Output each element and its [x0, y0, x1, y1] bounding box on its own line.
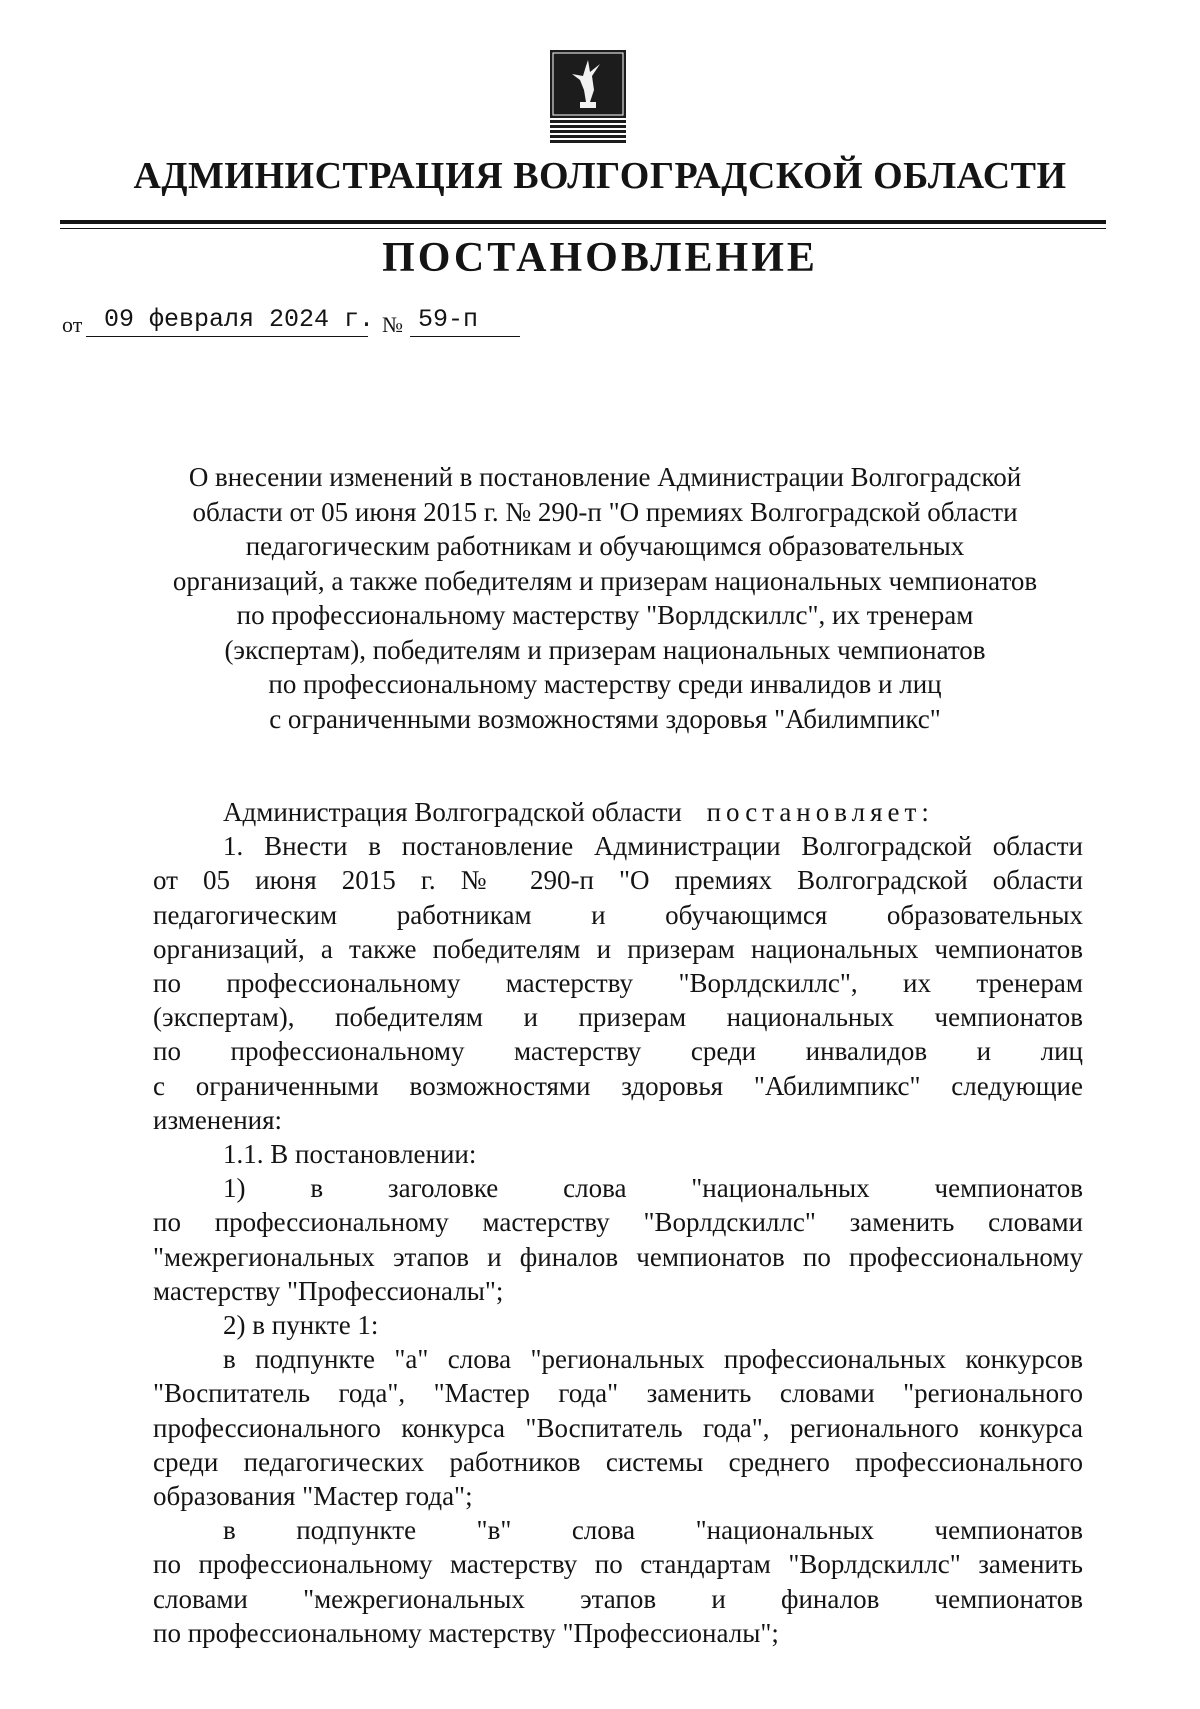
body-line: профессионального конкурса "Воспитатель года", регионального конкурса — [153, 1412, 1083, 1443]
date-underline — [86, 336, 368, 337]
resolution-line — [153, 795, 1083, 829]
body-line: "Воспитатель года", "Мастер года" заменить словами "регионального — [153, 1378, 1083, 1409]
body-line: по профессиональному мастерству среди инвалидов и лиц — [153, 1036, 1083, 1067]
subject-line: по профессиональному мастерству "Ворлдскиллс", их тренерам — [236, 600, 974, 630]
document-type-title: ПОСТАНОВЛЕНИЕ — [382, 235, 818, 281]
date-number-row — [62, 300, 582, 340]
subject-line: (экспертам), победителям и призерам национальных чемпионатов — [224, 634, 986, 665]
organization-title: АДМИНИСТРАЦИЯ ВОЛГОГРАДСКОЙ ОБЛАСТИ — [133, 155, 1067, 197]
number-prefix: № — [382, 312, 403, 337]
header-divider-thick — [60, 220, 1106, 224]
coat-of-arms-emblem — [550, 50, 626, 146]
document-body — [153, 795, 1083, 1650]
body-line: изменения: — [153, 1104, 283, 1135]
body-line: 1.1. В постановлении: — [223, 1139, 477, 1170]
subject-line: по профессиональному мастерству среди инвалидов и лиц — [268, 669, 942, 699]
body-line: образования "Мастер года"; — [153, 1481, 473, 1512]
subject-line: организаций, а также победителям и призерам национальных чемпионатов — [172, 565, 1038, 596]
body-line: в подпункте "а" слова "региональных профессиональных конкурсов — [223, 1344, 1083, 1375]
body-line: педагогическим работникам и обучающимся образовательных — [153, 899, 1083, 930]
body-line: от 05 июня 2015 г. № 290-п "О премиях Волгоградской области — [153, 865, 1083, 896]
body-line: по профессиональному мастерству "Ворлдскиллс", их тренерам — [153, 968, 1083, 999]
body-line: словами "межрегиональных этапов и финалов чемпионатов — [153, 1583, 1083, 1614]
header-divider-thin — [60, 228, 1106, 229]
body-line: организаций, а также победителям и призерам национальных чемпионатов — [153, 933, 1083, 964]
document-date: 09 февраля 2024 г. — [104, 305, 375, 334]
number-underline — [410, 336, 520, 337]
body-line: с ограниченными возможностями здоровья "Абилимпикс" следующие — [153, 1070, 1083, 1101]
body-line: по профессиональному мастерству "Ворлдскиллс" заменить словами — [153, 1207, 1083, 1238]
body-line: 1. Внести в постановление Администрации Волгоградской области — [223, 831, 1083, 862]
resolves-prefix: Администрация Волгоградской области — [223, 797, 682, 827]
subject-line: О внесении изменений в постановление Администрации Волгоградской — [188, 462, 1022, 492]
resolves-word: постановляет: — [706, 797, 934, 827]
body-line: в подпункте "в" слова "национальных чемпионатов — [223, 1515, 1083, 1546]
body-line: 1) в заголовке слова "национальных чемпионатов — [223, 1173, 1083, 1204]
body-line: мастерству "Профессионалы"; — [153, 1275, 504, 1306]
body-line: по профессиональному мастерству "Профессионалы"; — [153, 1617, 779, 1648]
body-line: по профессиональному мастерству по стандартам "Ворлдскиллс" заменить — [153, 1549, 1083, 1580]
document-number: 59-п — [418, 305, 479, 334]
document-subject — [140, 460, 1070, 736]
subject-line: области от 05 июня 2015 г. № 290-п "О премиях Волгоградской области — [192, 496, 1018, 527]
subject-line: с ограниченными возможностями здоровья "Абилимпикс" — [269, 703, 941, 734]
body-line: 2) в пункте 1: — [223, 1310, 379, 1341]
body-line: "межрегиональных этапов и финалов чемпионатов по профессиональному — [153, 1241, 1083, 1272]
date-prefix: от — [62, 312, 83, 337]
body-line: среди педагогических работников системы среднего профессионального — [153, 1446, 1083, 1477]
subject-line: педагогическим работникам и обучающимся образовательных — [245, 531, 965, 561]
body-line: (экспертам), победителям и призерам национальных чемпионатов — [153, 1002, 1083, 1033]
